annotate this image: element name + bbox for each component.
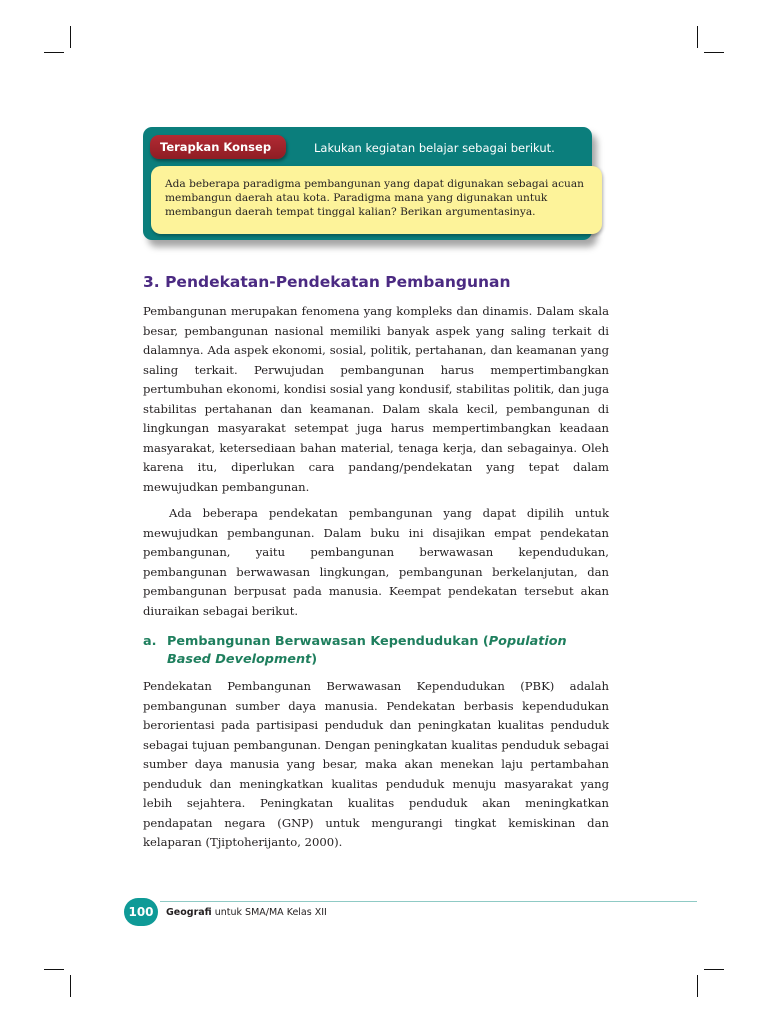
crop-mark (44, 969, 64, 970)
crop-mark (70, 975, 71, 997)
section-paragraph-2: Ada beberapa pendekatan pembangunan yang dapat dipilih untuk mewujudkan pembangunan. Dalam buku ini disajikan empat pendekatan pembangunan, yaitu pembangunan berwawasan kependudukan, pembangunan berwawasan lingkungan, pembangunan berkelanjutan, dan pembangunan berpusat pada manusia. Keempat pendekatan tersebut akan diuraikan sebagai berikut. (143, 506, 609, 618)
callout-tag: Terapkan Konsep (150, 135, 286, 159)
subsection-title-italic: Population Based Development (167, 634, 567, 667)
callout-question: Ada beberapa paradigma pembangunan yang dapat digunakan sebagai acuan membangun daerah atau kota. Paradigma mana yang digunakan untuk membangun daerah tempat tinggal kalian? Berikan argumentasinya. (151, 166, 602, 234)
crop-mark (44, 52, 64, 53)
crop-mark (704, 52, 724, 53)
crop-mark (70, 26, 71, 48)
crop-mark (697, 26, 698, 48)
subsection-title-close: ) (311, 651, 318, 667)
book-title-subject: Geografi (166, 907, 212, 918)
subsection-paragraph: Pendekatan Pembangunan Berwawasan Kependudukan (PBK) adalah pembangunan sumber daya manusia. Pendekatan berbasis kependudukan berorientasi pada partisipasi penduduk dan peningkatan kualitas penduduk sebagai tujuan pembangunan. Dengan peningkatan kualitas penduduk sebagai sumber daya manusia yang besar, maka akan menekan laju pertambahan penduduk dan meningkatkan kualitas penduduk menuju masyarakat yang lebih sejahtera. Peningkatan kualitas penduduk akan meningkatkan pendapatan negara (GNP) untuk mengurangi tingkat kemiskinan dan kelaparan (Tjiptoherijanto, 2000). (143, 679, 609, 849)
subsection-title (143, 633, 613, 668)
callout-instruction: Lakukan kegiatan belajar sebagai berikut. (314, 141, 555, 155)
subsection-title-text (167, 633, 613, 668)
page-number: 100 (124, 898, 158, 926)
subsection-title-main: Pembangunan Berwawasan Kependudukan ( (167, 634, 489, 649)
section-title: 3. Pendekatan-Pendekatan Pembangunan (143, 273, 511, 291)
footer-rule (160, 901, 697, 902)
crop-mark (697, 975, 698, 997)
crop-mark (704, 969, 724, 970)
section-paragraph-1: Pembangunan merupakan fenomena yang kompleks dan dinamis. Dalam skala besar, pembangunan nasional memiliki banyak aspek yang saling terkait di dalamnya. Ada aspek ekonomi, sosial, politik, pertahanan, dan keamanan yang saling terkait. Perwujudan pembangunan harus mempertimbangkan pertumbuhan ekonomi, kondisi sosial yang kondusif, stabilitas politik, dan juga stabilitas pertahanan dan keamanan. Dalam skala kecil, pembangunan di lingkungan masyarakat setempat juga harus mempertimbangkan keadaan masyarakat, ketersediaan bahan material, tenaga kerja, dan sebagainya. Oleh karena itu, diperlukan cara pandang/pendekatan yang tepat dalam mewujudkan pembangunan. (143, 304, 609, 494)
book-title-rest: untuk SMA/MA Kelas XII (211, 907, 327, 918)
book-title (166, 907, 327, 918)
subsection-letter: a. (143, 634, 157, 649)
